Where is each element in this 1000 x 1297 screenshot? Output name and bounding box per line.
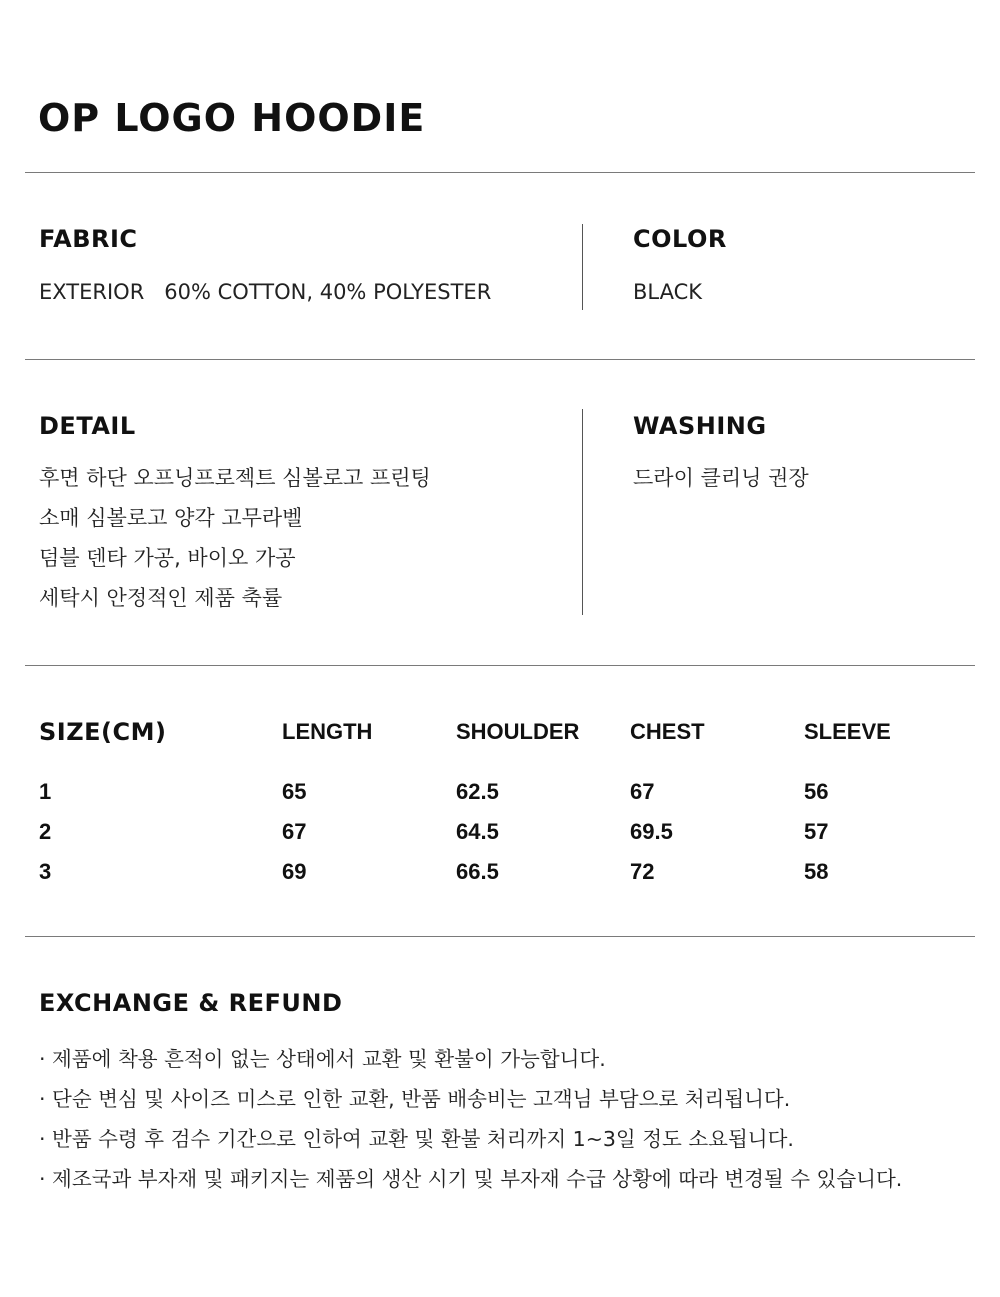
- size-cell: 56: [804, 779, 829, 804]
- color-value: BLACK: [633, 280, 703, 304]
- divider: [25, 359, 975, 360]
- size-cell: 69: [282, 859, 307, 884]
- exchange-line: · 반품 수령 후 검수 기간으로 인하여 교환 및 환불 처리까지 1~3일 정도 소요됩니다.: [39, 1127, 794, 1151]
- exchange-line: · 단순 변심 및 사이즈 미스로 인한 교환, 반품 배송비는 고객님 부담으로 처리됩니다.: [39, 1087, 791, 1111]
- size-cell: 3: [39, 859, 52, 884]
- size-column-header: SLEEVE: [804, 719, 891, 744]
- size-cell: 1: [39, 779, 52, 804]
- size-cell: 66.5: [456, 859, 499, 884]
- size-cell: 72: [630, 859, 655, 884]
- size-cell: 64.5: [456, 819, 499, 844]
- column-divider: [582, 224, 583, 310]
- size-cell: 67: [630, 779, 655, 804]
- exchange-heading: EXCHANGE & REFUND: [39, 989, 343, 1017]
- size-cell: 57: [804, 819, 829, 844]
- product-title: OP LOGO HOODIE: [38, 96, 426, 140]
- size-column-header: LENGTH: [282, 719, 373, 744]
- detail-line: 덤블 덴타 가공, 바이오 가공: [39, 546, 296, 570]
- detail-list: [39, 458, 431, 618]
- fabric-info: [39, 272, 491, 312]
- column-divider: [582, 409, 583, 615]
- size-heading: SIZE(CM): [39, 718, 167, 746]
- size-cell: 2: [39, 819, 52, 844]
- divider: [25, 936, 975, 937]
- exchange-list: [39, 1039, 902, 1199]
- divider: [25, 665, 975, 666]
- color-heading: COLOR: [633, 225, 727, 253]
- washing-value: 드라이 클리닝 권장: [633, 466, 809, 490]
- size-cell: 62.5: [456, 779, 499, 804]
- washing-heading: WASHING: [633, 412, 767, 440]
- fabric-heading: FABRIC: [39, 225, 138, 253]
- fabric-label: EXTERIOR: [39, 280, 145, 304]
- exchange-line: · 제품에 착용 흔적이 없는 상태에서 교환 및 환불이 가능합니다.: [39, 1047, 606, 1071]
- detail-heading: DETAIL: [39, 412, 136, 440]
- detail-line: 소매 심볼로고 양각 고무라벨: [39, 506, 303, 530]
- size-cell: 58: [804, 859, 829, 884]
- detail-line: 후면 하단 오프닝프로젝트 심볼로고 프린팅: [39, 466, 431, 490]
- size-cell: 65: [282, 779, 307, 804]
- divider: [25, 172, 975, 173]
- size-cell: 67: [282, 819, 307, 844]
- detail-line: 세탁시 안정적인 제품 축률: [39, 586, 283, 610]
- size-column-header: SHOULDER: [456, 719, 580, 744]
- size-column-header: CHEST: [630, 719, 705, 744]
- fabric-value: 60% COTTON, 40% POLYESTER: [164, 280, 492, 304]
- exchange-line: · 제조국과 부자재 및 패키지는 제품의 생산 시기 및 부자재 수급 상황에 따라 변경될 수 있습니다.: [39, 1167, 903, 1191]
- size-cell: 69.5: [630, 819, 673, 844]
